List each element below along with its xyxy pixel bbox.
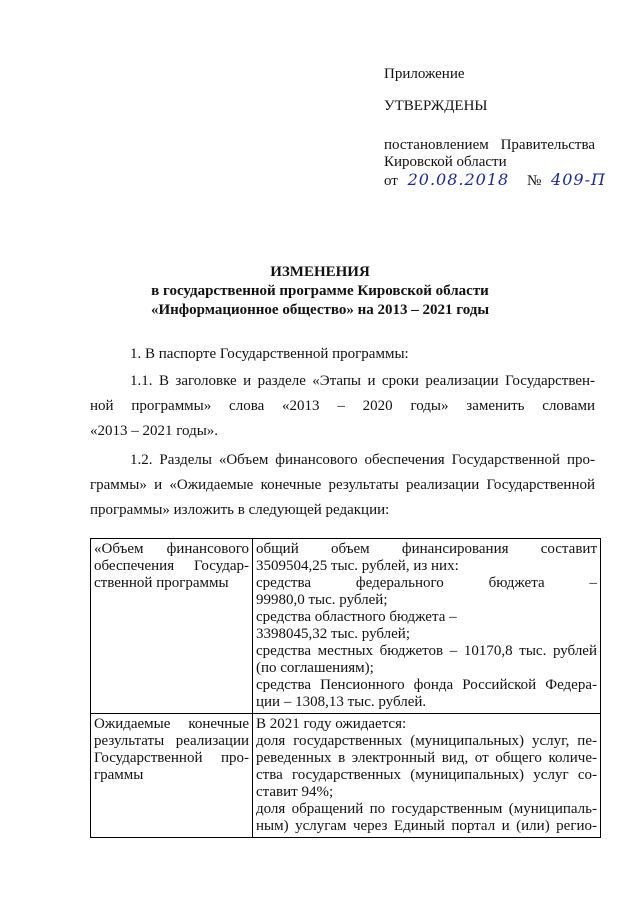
cell-line: результаты реализации [94, 733, 249, 749]
cell-line: (по соглашениям); [256, 660, 374, 676]
cell-line: средства федерального бюджета – [256, 575, 597, 591]
handwritten-number: 409-П [551, 170, 606, 189]
decree-line [384, 137, 595, 154]
cell-line: ным) услугам через Единый портал и (или) регио- [256, 818, 597, 834]
decree-org: Правительства [500, 137, 595, 153]
date-prefix: от [384, 173, 398, 189]
paragraph-1-1-line-3: «2013 – 2021 годы». [90, 423, 219, 439]
cell-line: 99980,0 тыс. рублей; [256, 592, 388, 608]
cell-line: ства государственных (муниципальных) услуг со- [256, 767, 597, 783]
table-cell-label [91, 539, 253, 714]
date-line [384, 171, 606, 190]
table-row [91, 714, 601, 838]
paragraph-1: 1. В паспорте Государственной программы: [130, 346, 409, 362]
table-row [91, 539, 601, 714]
paragraph-1-1-line-2: ной программы» слова «2013 – 2020 годы» заменить словами [90, 398, 595, 414]
handwritten-date: 20.08.2018 [407, 170, 510, 189]
cell-line: общий объем финансирования составит [256, 541, 597, 557]
cell-line: ставит 94%; [256, 784, 334, 800]
cell-line: Государственной про- [94, 750, 249, 766]
cell-line: 3398045,32 тыс. рублей; [256, 626, 410, 642]
table-cell-value [253, 714, 601, 838]
cell-line: средства областного бюджета – [256, 609, 457, 625]
paragraph-1-2-line-3: программы» изложить в следующей редакции: [90, 502, 390, 518]
cell-line: 3509504,25 тыс. рублей, из них: [256, 558, 459, 574]
paragraph-1-1-line-1: 1.1. В заголовке и разделе «Этапы и сроки реализации Государствен- [130, 373, 595, 389]
cell-line: Ожидаемые конечные [94, 716, 249, 732]
cell-line: доля обращений по государственным (муниципаль- [256, 801, 597, 817]
cell-line: ственной программы [94, 575, 229, 591]
cell-line: В 2021 году ожидается: [256, 716, 407, 732]
document-subtitle-2: «Информационное общество» на 2013 – 2021 годы [150, 302, 490, 318]
decree-word: постановлением [384, 137, 489, 153]
cell-line: доля государственных (муниципальных) услуг, пе- [256, 733, 597, 749]
document-subtitle-1: в государственной программе Кировской области [151, 283, 489, 299]
cell-line: обеспечения Государ- [94, 558, 249, 574]
cell-line: «Объем финансового [94, 541, 249, 557]
approved-label: УТВЕРЖДЕНЫ [384, 98, 488, 114]
cell-line: средства местных бюджетов – 10170,8 тыс. рублей [256, 643, 597, 659]
appendix-label: Приложение [384, 66, 465, 82]
cell-line: ции – 1308,13 тыс. рублей. [256, 694, 427, 710]
program-passport-table [90, 538, 601, 838]
cell-line: граммы [94, 767, 144, 783]
region-line: Кировской области [384, 154, 507, 170]
paragraph-1-2-line-1: 1.2. Разделы «Объем финансового обеспечения Государственной про- [130, 452, 595, 468]
table-cell-label [91, 714, 253, 838]
cell-line: реведенных в электронный вид, от общего количе- [256, 750, 597, 766]
table-cell-value [253, 539, 601, 714]
paragraph-1-2-line-2: граммы» и «Ожидаемые конечные результаты реализации Государственной [90, 477, 595, 493]
number-sign: № [526, 173, 542, 189]
cell-line: средства Пенсионного фонда Российской Федера- [256, 677, 597, 693]
document-title: ИЗМЕНЕНИЯ [270, 264, 370, 280]
